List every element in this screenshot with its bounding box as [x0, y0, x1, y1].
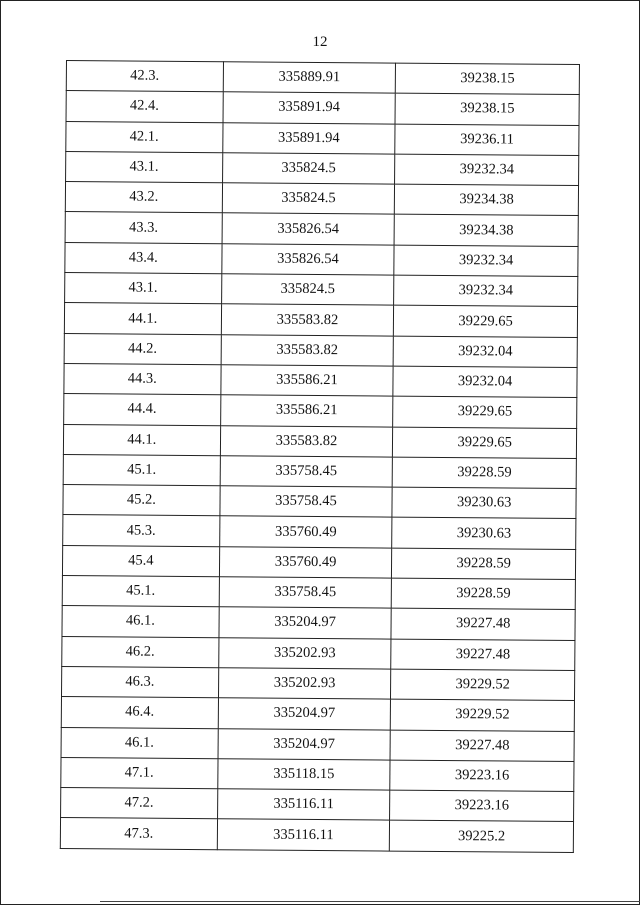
- point-number-cell: 44.1.: [63, 424, 220, 456]
- table-row: [61, 666, 574, 700]
- table-row: [60, 818, 573, 852]
- y-coordinate-cell: 39238.15: [396, 63, 580, 95]
- y-coordinate-cell: 39238.15: [395, 93, 579, 125]
- table-row: [65, 273, 578, 307]
- point-number-cell: 43.4.: [65, 242, 222, 274]
- x-coordinate-cell: 335824.5: [221, 274, 394, 306]
- y-coordinate-cell: 39227.48: [391, 608, 575, 640]
- x-coordinate-cell: 335586.21: [221, 365, 394, 397]
- point-number-cell: 46.1.: [61, 727, 218, 759]
- y-coordinate-cell: 39232.04: [393, 336, 577, 368]
- point-number-cell: 42.1.: [66, 121, 223, 153]
- table-row: [66, 61, 579, 95]
- table-row: [61, 757, 574, 791]
- y-coordinate-cell: 39223.16: [390, 760, 574, 792]
- y-coordinate-cell: 39227.48: [390, 730, 574, 762]
- x-coordinate-cell: 335202.93: [218, 637, 391, 669]
- y-coordinate-cell: 39223.16: [390, 790, 574, 822]
- bottom-divider: [100, 901, 640, 902]
- x-coordinate-cell: 335586.21: [220, 395, 393, 427]
- table-row: [66, 91, 579, 125]
- x-coordinate-cell: 335760.49: [219, 546, 392, 578]
- table-body: [60, 61, 579, 853]
- x-coordinate-cell: 335583.82: [220, 425, 393, 457]
- coordinates-table: [60, 60, 580, 853]
- point-number-cell: 44.3.: [64, 363, 221, 395]
- table-row: [62, 606, 575, 640]
- table-row: [62, 545, 575, 579]
- table-row: [62, 576, 575, 610]
- table-row: [64, 333, 577, 367]
- point-number-cell: 44.4.: [64, 394, 221, 426]
- y-coordinate-cell: 39225.2: [390, 820, 574, 852]
- point-number-cell: 47.3.: [60, 818, 217, 850]
- table-row: [64, 394, 577, 428]
- table-row: [61, 727, 574, 761]
- table-row: [66, 121, 579, 155]
- y-coordinate-cell: 39234.38: [394, 215, 578, 247]
- x-coordinate-cell: 335583.82: [221, 334, 394, 366]
- point-number-cell: 47.1.: [61, 757, 218, 789]
- y-coordinate-cell: 39236.11: [395, 124, 579, 156]
- y-coordinate-cell: 39228.59: [392, 578, 576, 610]
- table-row: [66, 151, 579, 185]
- table-row: [63, 454, 576, 488]
- point-number-cell: 46.2.: [62, 636, 219, 668]
- x-coordinate-cell: 335118.15: [217, 759, 390, 791]
- x-coordinate-cell: 335204.97: [218, 698, 391, 730]
- point-number-cell: 45.1.: [62, 576, 219, 608]
- point-number-cell: 42.3.: [66, 61, 223, 93]
- x-coordinate-cell: 335204.97: [218, 728, 391, 760]
- x-coordinate-cell: 335116.11: [217, 819, 390, 851]
- y-coordinate-cell: 39229.52: [391, 669, 575, 701]
- point-number-cell: 43.1.: [66, 151, 223, 183]
- x-coordinate-cell: 335758.45: [220, 456, 393, 488]
- y-coordinate-cell: 39230.63: [392, 518, 576, 550]
- x-coordinate-cell: 335204.97: [219, 607, 392, 639]
- table-row: [65, 212, 578, 246]
- y-coordinate-cell: 39232.34: [395, 154, 579, 186]
- x-coordinate-cell: 335826.54: [221, 244, 394, 276]
- table-row: [61, 788, 574, 822]
- point-number-cell: 46.4.: [61, 697, 218, 729]
- x-coordinate-cell: 335116.11: [217, 789, 390, 821]
- x-coordinate-cell: 335889.91: [223, 62, 396, 94]
- point-number-cell: 45.4: [62, 545, 219, 577]
- point-number-cell: 44.2.: [64, 333, 221, 365]
- y-coordinate-cell: 39234.38: [395, 184, 579, 216]
- point-number-cell: 46.3.: [61, 666, 218, 698]
- table-row: [63, 485, 576, 519]
- x-coordinate-cell: 335891.94: [223, 92, 396, 124]
- point-number-cell: 44.1.: [64, 303, 221, 335]
- y-coordinate-cell: 39229.65: [393, 396, 577, 428]
- y-coordinate-cell: 39229.65: [394, 305, 578, 337]
- y-coordinate-cell: 39232.34: [394, 245, 578, 277]
- x-coordinate-cell: 335758.45: [219, 577, 392, 609]
- y-coordinate-cell: 39230.63: [392, 487, 576, 519]
- point-number-cell: 43.3.: [65, 212, 222, 244]
- point-number-cell: 45.2.: [63, 485, 220, 517]
- point-number-cell: 46.1.: [62, 606, 219, 638]
- point-number-cell: 43.1.: [65, 273, 222, 305]
- point-number-cell: 42.4.: [66, 91, 223, 123]
- x-coordinate-cell: 335826.54: [222, 213, 395, 245]
- x-coordinate-cell: 335891.94: [222, 122, 395, 154]
- x-coordinate-cell: 335202.93: [218, 668, 391, 700]
- y-coordinate-cell: 39229.52: [391, 699, 575, 731]
- x-coordinate-cell: 335824.5: [222, 153, 395, 185]
- table-row: [65, 182, 578, 216]
- point-number-cell: 43.2.: [65, 182, 222, 214]
- y-coordinate-cell: 39232.04: [393, 366, 577, 398]
- table-row: [63, 424, 576, 458]
- x-coordinate-cell: 335760.49: [219, 516, 392, 548]
- x-coordinate-cell: 335583.82: [221, 304, 394, 336]
- table-row: [62, 636, 575, 670]
- x-coordinate-cell: 335758.45: [220, 486, 393, 518]
- table-row: [63, 515, 576, 549]
- page-number: 12: [312, 34, 328, 50]
- point-number-cell: 47.2.: [61, 788, 218, 820]
- table-row: [64, 303, 577, 337]
- table-row: [61, 697, 574, 731]
- y-coordinate-cell: 39229.65: [393, 427, 577, 459]
- y-coordinate-cell: 39228.59: [392, 548, 576, 580]
- x-coordinate-cell: 335824.5: [222, 183, 395, 215]
- table-row: [64, 363, 577, 397]
- point-number-cell: 45.1.: [63, 454, 220, 486]
- point-number-cell: 45.3.: [63, 515, 220, 547]
- y-coordinate-cell: 39227.48: [391, 639, 575, 671]
- table-row: [65, 242, 578, 276]
- y-coordinate-cell: 39228.59: [392, 457, 576, 489]
- y-coordinate-cell: 39232.34: [394, 275, 578, 307]
